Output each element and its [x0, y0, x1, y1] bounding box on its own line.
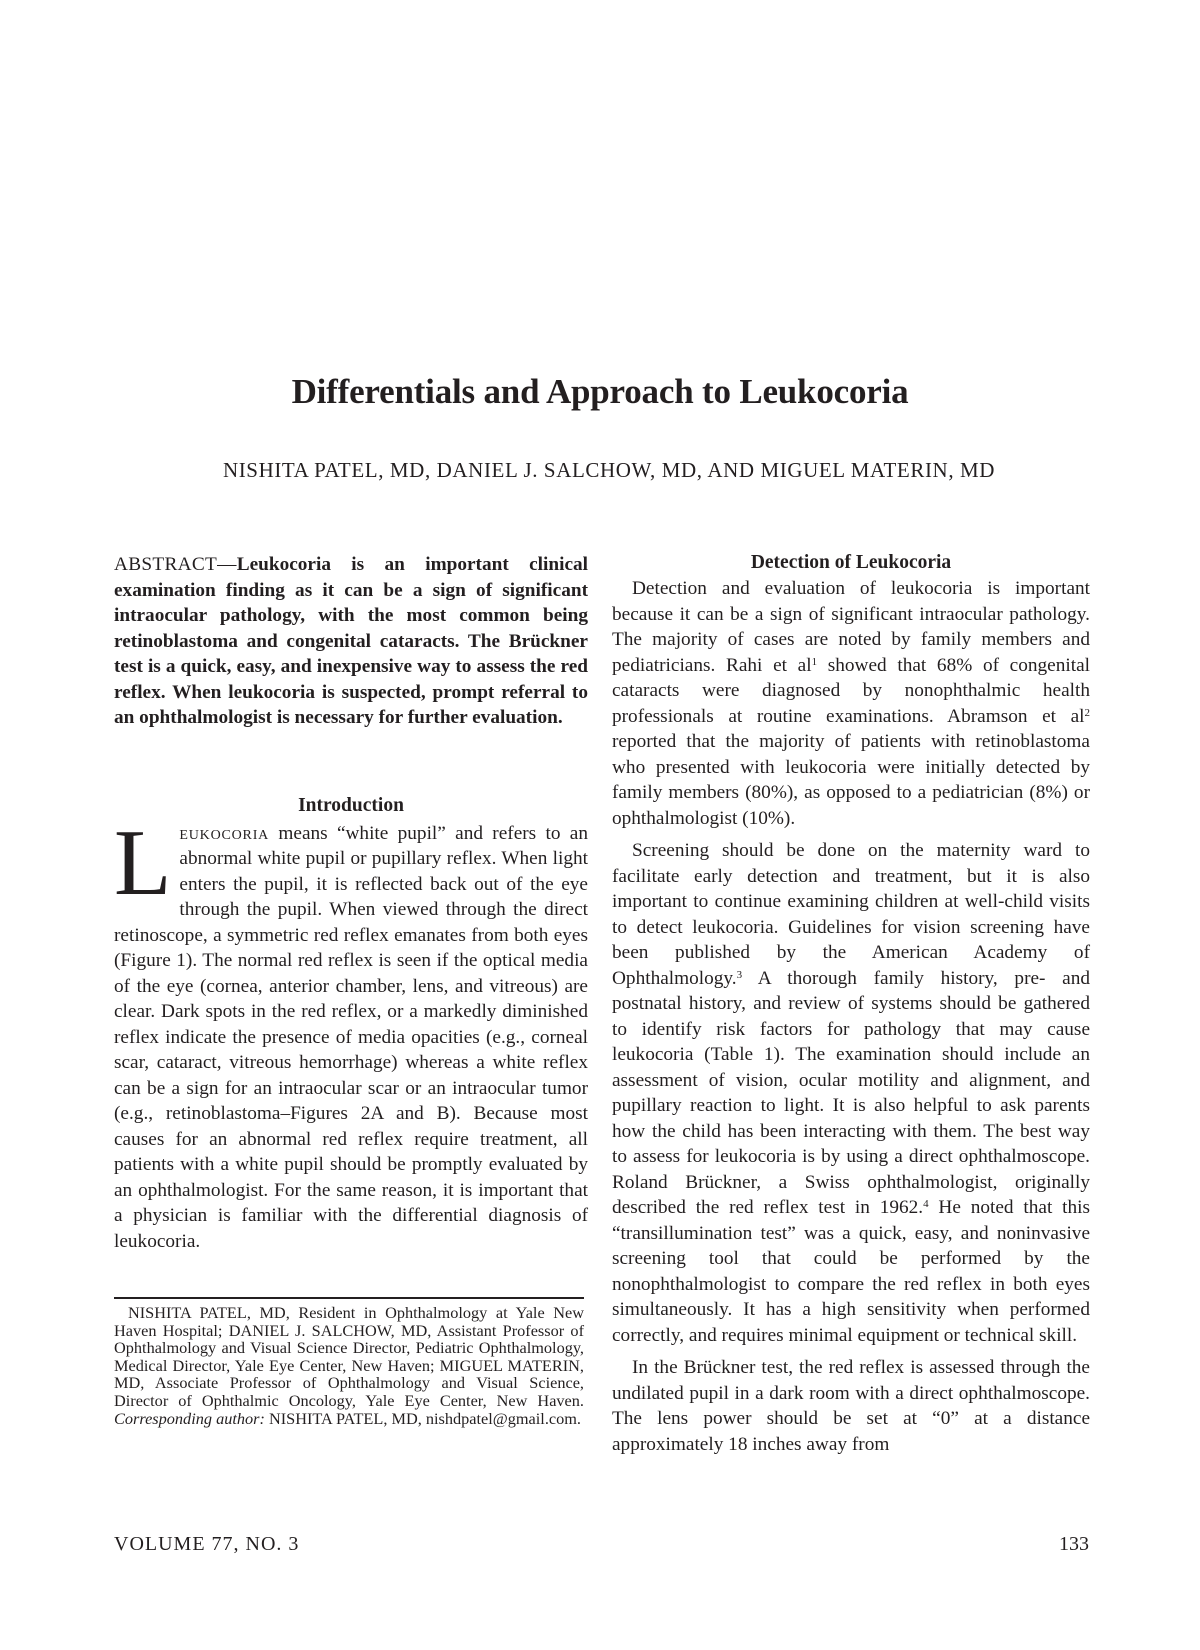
drop-cap: L — [114, 810, 172, 915]
abstract-lead: ABSTRACT— — [114, 554, 237, 575]
corresponding-author-label: Corresponding author: — [114, 1408, 265, 1428]
reference-4: 4 — [923, 1197, 929, 1210]
author-byline: NISHITA PATEL, MD, DANIEL J. SALCHOW, MD, AND MIGUEL MATERIN, MD — [222, 458, 996, 482]
detection-paragraph-1 — [612, 576, 1090, 831]
author-affiliations-footnote — [114, 1304, 584, 1427]
introduction-heading: Introduction — [298, 794, 404, 816]
introduction-text: means “white pupil” and refers to an abnormal white pupil or pupillary reflex. When light enters the pupil, it is reflected back out of the eye through the pupil. When viewed through the direct retinoscope, a symmetric red reflex emanates from both eyes (Figure 1). The normal red reflex is seen if the optical media of the eye (cornea, anterior chamber, lens, and vitreous) are clear. Dark spots in the red reflex, or a markedly diminished reflex indicate the presence of media opacities (e.g., corneal scar, cataract, vitreous hemorrhage) whereas a white reflex can be a sign for an intraocular scar or an intraocular tumor (e.g., retinoblastoma–Figures 2A and B). Because most causes for an abnormal red reflex require treatment, all patients with a white pupil should be promptly evaluated by an ophthalmologist. For the same reason, it is important that a physician is familiar with the differential diagnosis of leukocoria. — [114, 822, 588, 1252]
text-run: He noted that this “transillumination test” was a quick, easy, and noninvasive screening tool that could be performed by the nonophthalmologist to compare the red reflex in both eyes simultaneously. It has a high sensitivity when performed correctly, and requires minimal equipment or technical skill. — [612, 1197, 1090, 1346]
text-run: Detection and evaluation of leukocoria is important because it can be a sign of significant intraocular pathology. The majority of cases are noted by family members and pediatricians. Rahi et al — [612, 578, 1090, 676]
reference-1: 1 — [811, 655, 818, 668]
detection-heading: Detection of Leukocoria — [750, 552, 952, 573]
text-run: reported that the majority of patients with retinoblastoma who presented with leukocoria were initially detected by family members (80%), as opposed to a pediatrician (8%) or ophthalmologist (10%). — [612, 731, 1090, 829]
volume-footer: VOLUME 77, NO. 3 — [114, 1533, 300, 1555]
text-run: Screening should be done on the maternity ward to facilitate early detection and treatment, but it is also important to continue examining children at well-child visits to detect leukocoria. Guidelines for vision screening have been published by the American Academy of Ophthalmology. — [612, 840, 1090, 989]
reference-2: 2 — [1084, 706, 1090, 719]
footnote-divider — [114, 1297, 584, 1299]
detection-paragraph-2 — [612, 838, 1090, 1348]
introduction-paragraph — [114, 810, 588, 1255]
left-column — [114, 552, 588, 1254]
reference-3: 3 — [736, 968, 743, 981]
footnote-text: NISHITA PATEL, MD, Resident in Ophthalmology at Yale New Haven Hospital; DANIEL J. SALCHOW, MD, Assistant Professor of Ophthalmology and Visual Science Director, Pediatric Ophthalmology, Medical Director, Yale Eye Center, New Haven; MIGUEL MATERIN, MD, Associate Professor of Ophthalmology and Visual Science, Director of Ophthalmic Oncology, Yale Eye Center, New Haven. — [114, 1303, 584, 1410]
page-number: 133 — [1059, 1533, 1089, 1555]
abstract-text: Leukocoria is an important clinical examination finding as it can be a sign of significant intraocular pathology, with the most common being retinoblastoma and congenital cataracts. The Brückner test is a quick, easy, and inexpensive way to assess the red reflex. When leukocoria is suspected, prompt referral to an ophthalmologist is necessary for further evaluation. — [114, 554, 588, 728]
right-column — [612, 552, 1090, 1457]
text-run: A thorough family history, pre- and postnatal history, and review of systems should be gathered to identify risk factors for pathology that may cause leukocoria (Table 1). The examination should include an assessment of vision, ocular motility and alignment, and pupillary reaction to light. It is also helpful to ask parents how the child has been interacting with them. The best way to assess for leukocoria is by using a direct ophthalmoscope. Roland Brückner, a Swiss ophthalmologist, originally described the red reflex test in 1962. — [612, 967, 1090, 1218]
abstract — [114, 552, 588, 731]
text-run: showed that 68% of congenital cataracts were diagnosed by nonophthalmic health professionals at routine examinations. Abramson et al — [612, 654, 1090, 727]
lead-word: eukocoria — [179, 822, 270, 844]
article-title: Differentials and Approach to Leukocoria — [291, 372, 909, 411]
detection-paragraph-3: In the Brückner test, the red reflex is assessed through the undilated pupil in a dark room with a direct ophthalmoscope. The lens power should be set at “0” at a distance approximately 18 inches away from — [612, 1357, 1090, 1455]
corresponding-author: NISHITA PATEL, MD, nishdpatel@gmail.com. — [264, 1408, 582, 1428]
